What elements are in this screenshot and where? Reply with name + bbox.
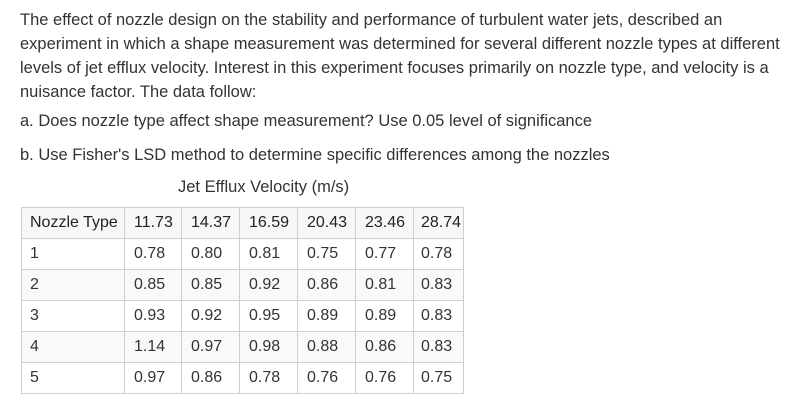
nozzle-cell: 1 bbox=[22, 239, 125, 270]
nozzle-cell: 3 bbox=[22, 301, 125, 332]
table-cell: 0.76 bbox=[356, 363, 414, 394]
table-cell: 0.78 bbox=[125, 239, 182, 270]
table-cell: 0.93 bbox=[125, 301, 182, 332]
table-row bbox=[22, 270, 464, 301]
table-cell: 0.85 bbox=[125, 270, 182, 301]
table-cell: 0.89 bbox=[298, 301, 356, 332]
nozzle-cell: 2 bbox=[22, 270, 125, 301]
table-cell: 0.85 bbox=[182, 270, 240, 301]
table-cell: 0.86 bbox=[182, 363, 240, 394]
table-cell: 0.92 bbox=[240, 270, 298, 301]
problem-statement: The effect of nozzle design on the stability and performance of turbulent water jets, described an experiment in which a shape measurement was determined for several different nozzle types at different levels of jet efflux velocity. Interest in this experiment focuses primarily on nozzle type, and velocity is a nuisance factor. The data follow: bbox=[20, 11, 780, 101]
table-cell: 0.80 bbox=[182, 239, 240, 270]
header-nozzle-type: Nozzle Type bbox=[22, 208, 125, 239]
table-row bbox=[22, 332, 464, 363]
header-velocity: 16.59 bbox=[240, 208, 298, 239]
header-velocity: 14.37 bbox=[182, 208, 240, 239]
header-velocity: 20.43 bbox=[298, 208, 356, 239]
table-cell: 0.78 bbox=[240, 363, 298, 394]
table-cell: 0.76 bbox=[298, 363, 356, 394]
data-table bbox=[21, 207, 464, 394]
table-row bbox=[22, 301, 464, 332]
table-cell: 0.97 bbox=[125, 363, 182, 394]
table-caption: Jet Efflux Velocity (m/s) bbox=[178, 178, 350, 196]
table-cell: 0.86 bbox=[298, 270, 356, 301]
nozzle-cell: 4 bbox=[22, 332, 125, 363]
table-cell: 0.97 bbox=[182, 332, 240, 363]
table-cell: 1.14 bbox=[125, 332, 182, 363]
table-cell: 0.89 bbox=[356, 301, 414, 332]
table-cell: 0.92 bbox=[182, 301, 240, 332]
table-cell: 0.95 bbox=[240, 301, 298, 332]
table-cell: 0.75 bbox=[298, 239, 356, 270]
table-cell: 0.83 bbox=[414, 301, 464, 332]
table-cell: 0.81 bbox=[240, 239, 298, 270]
table-row bbox=[22, 239, 464, 270]
table-cell: 0.98 bbox=[240, 332, 298, 363]
table-cell: 0.81 bbox=[356, 270, 414, 301]
table-cell: 0.86 bbox=[356, 332, 414, 363]
table-cell: 0.77 bbox=[356, 239, 414, 270]
nozzle-cell: 5 bbox=[22, 363, 125, 394]
table-cell: 0.78 bbox=[414, 239, 464, 270]
table-cell: 0.83 bbox=[414, 270, 464, 301]
table-cell: 0.83 bbox=[414, 332, 464, 363]
table-row bbox=[22, 363, 464, 394]
header-velocity: 11.73 bbox=[125, 208, 182, 239]
header-velocity: 23.46 bbox=[356, 208, 414, 239]
question-a: a. Does nozzle type affect shape measurement? Use 0.05 level of significance bbox=[20, 112, 593, 130]
question-b: b. Use Fisher's LSD method to determine specific differences among the nozzles bbox=[20, 146, 610, 164]
table-cell: 0.75 bbox=[414, 363, 464, 394]
header-velocity: 28.74 bbox=[414, 208, 464, 239]
table-header-row bbox=[22, 208, 464, 239]
table-cell: 0.88 bbox=[298, 332, 356, 363]
